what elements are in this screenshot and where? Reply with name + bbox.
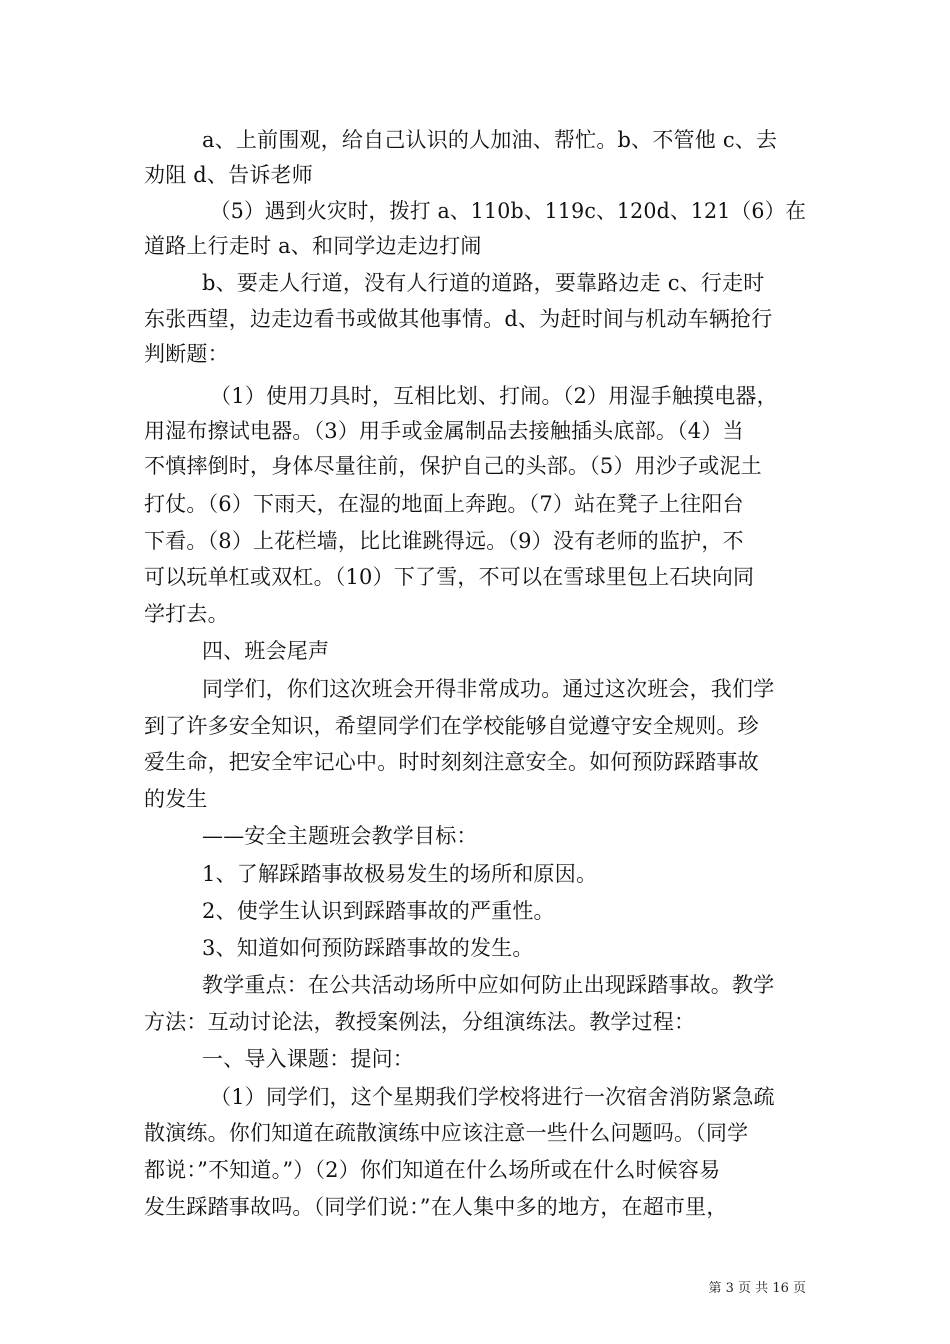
- section-heading: 四、班会尾声: [202, 639, 330, 663]
- text-line: 的发生: [144, 787, 208, 811]
- text-line: 爱生命，把安全牢记心中。时时刻刻注意安全。如何预防踩踏事故: [144, 750, 759, 774]
- section-heading: 一、导入课题：提问：: [202, 1047, 414, 1071]
- text-line: a、上前围观，给自己认识的人加油、帮忙。b、不管他 c、去: [202, 128, 778, 152]
- text-line: 可以玩单杠或双杠。（10）下了雪，不可以在雪球里包上石块向同: [144, 565, 755, 589]
- text-line: （1）使用刀具时，互相比划、打闹。（2）用湿手触摸电器，: [210, 384, 778, 408]
- text-line: （1）同学们，这个星期我们学校将进行一次宿舍消防紧急疏: [210, 1085, 775, 1109]
- list-item: 2、使学生认识到踩踏事故的严重性。: [202, 899, 555, 923]
- list-item: 1、了解踩踏事故极易发生的场所和原因。: [202, 862, 598, 886]
- text-line: 方法：互动讨论法，教授案例法，分组演练法。教学过程：: [144, 1010, 696, 1034]
- text-line: 下看。（8）上花栏墙，比比谁跳得远。（9）没有老师的监护，不: [144, 529, 744, 553]
- text-line: ——安全主题班会教学目标：: [202, 824, 478, 848]
- text-line: 教学重点：在公共活动场所中应如何防止出现踩踏事故。教学: [202, 973, 775, 997]
- text-line: 不慎摔倒时，身体尽量往前，保护自己的头部。（5）用沙子或泥土: [144, 454, 762, 478]
- text-line: 劝阻 d、告诉老师: [144, 163, 313, 187]
- text-line: 同学们，你们这次班会开得非常成功。通过这次班会，我们学: [202, 677, 775, 701]
- text-line: （5）遇到火灾时，拨打 a、110b、119c、120d、121（6）在: [210, 199, 807, 223]
- text-line: 都说：”不知道。”）（2）你们知道在什么场所或在什么时候容易: [144, 1158, 721, 1182]
- text-line: 用湿布擦试电器。（3）用手或金属制品去接触插头底部。（4）当: [144, 419, 744, 443]
- text-line: 学打去。: [144, 602, 229, 626]
- text-line: 散演练。你们知道在疏散演练中应该注意一些什么问题吗。（同学: [144, 1121, 749, 1145]
- text-line: 判断题：: [144, 342, 229, 366]
- text-line: 打仗。（6）下雨天，在湿的地面上奔跑。（7）站在凳子上往阳台: [144, 492, 744, 516]
- page-number: 第 3 页 共 16 页: [708, 1281, 806, 1296]
- list-item: 3、知道如何预防踩踏事故的发生。: [202, 936, 534, 960]
- text-line: 发生踩踏事故吗。（同学们说：”在人集中多的地方，在超市里，: [144, 1195, 728, 1219]
- text-line: 到了许多安全知识，希望同学们在学校能够自觉遵守安全规则。珍: [144, 714, 759, 738]
- text-line: b、要走人行道，没有人行道的道路，要靠路边走 c、行走时: [202, 271, 765, 295]
- text-line: 东张西望，边走边看书或做其他事情。d、为赶时间与机动车辆抢行: [144, 307, 773, 331]
- text-line: 道路上行走时 a、和同学边走边打闹: [144, 234, 482, 258]
